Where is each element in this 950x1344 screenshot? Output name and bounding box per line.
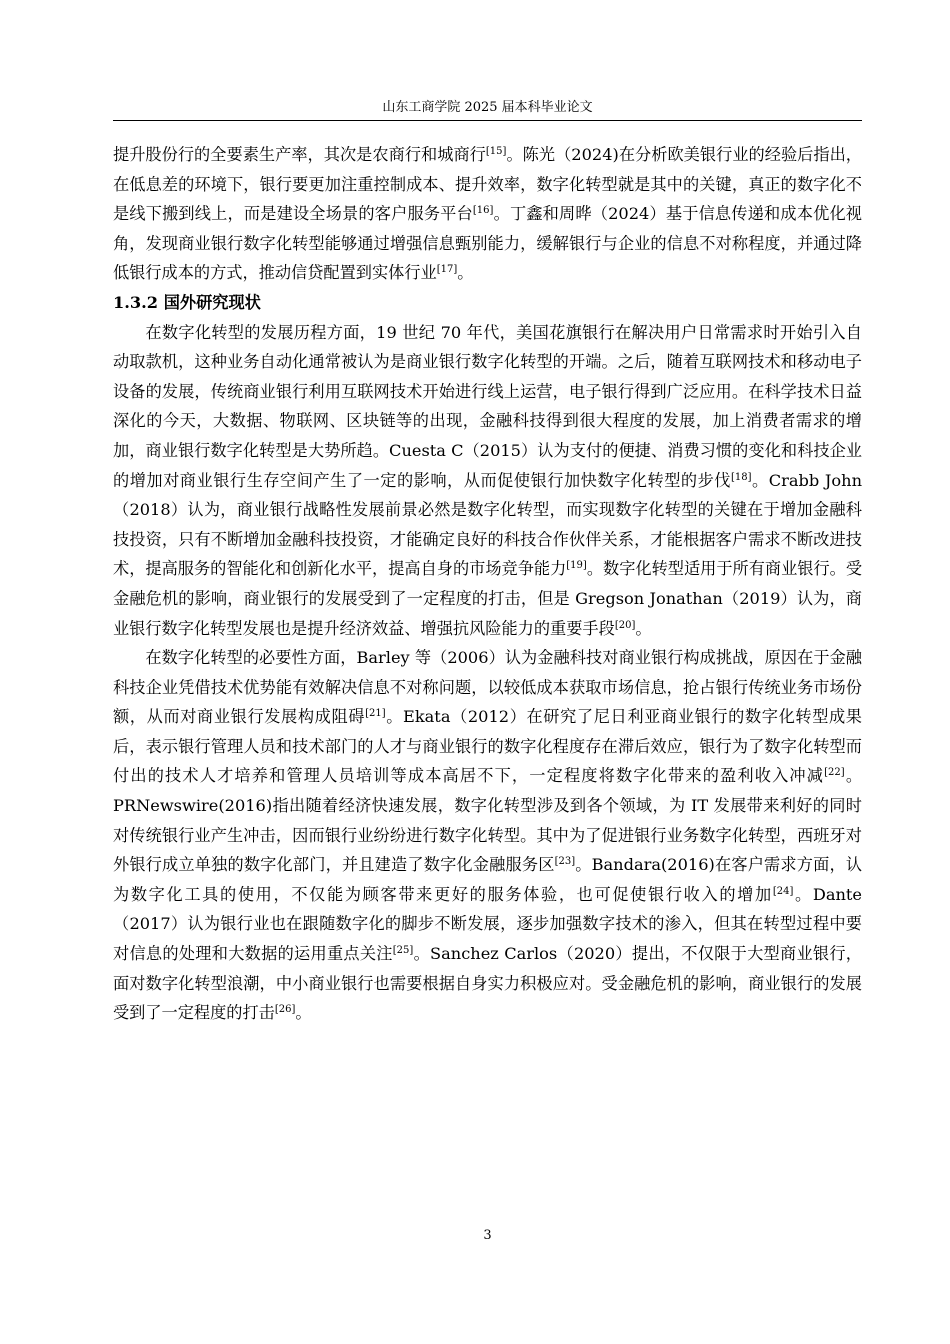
text-run: 。 (295, 1003, 312, 1023)
text-run: 在数字化转型的发展历程方面，19 世纪 70 年代，美国花旗银行在解决用户日常需求时开始引入自动取款机，这种业务自动化通常被认为是商业银行数字化转型的开端。之后，随着互联网技术和移动电子设备的发展，传统商业银行利用互联网技术开始进行线上运营，电子银行得到广泛应用。在科学技术日益深化的今天，大数据、物联网、区块链等的出现，金融科技得到很大程度的发展，加上消费者需求的增加，商业银行数字化转型是大势所趋。Cuesta C（2015）认为支付的便捷、消费习惯的变化和科技企业的增加对商业银行生存空间产生了一定的影响，从而促使银行加快数字化转型的步伐 (113, 322, 862, 490)
text-run: 提升股份行的全要素生产率，其次是农商行和城商行 (113, 145, 486, 164)
text-run: 。Dante（2017）认为银行业也在跟随数字化的脚步不断发展，逐步加强数字技术的渗入，但其在转型过程中要对信息的处理和大数据的运用重点关注 (113, 884, 863, 964)
text-run: 。 (635, 618, 652, 638)
citation-ref: [26] (274, 1004, 296, 1016)
text-run: 。Crabb John（2018）认为，商业银行战略性发展前景必然是数字化转型，而实现数字化转型的关键在于增加金融科技投资，只有不断增加金融科技投资，才能确定良好的科技合作伙伴关系，才能根据客户需求不断改进技术，提高服务的智能化和创新化水平，提高自身的市场竞争能力 (113, 470, 862, 579)
text-run: 。数字化转型适用于所有商业银行。受金融危机的影响，商业银行的发展受到了一定程度的打击，但是 Gregson Jonathan（2019）认为，商业银行数字化转型发展也是提升经济效益、增强抗风险能力的重要手段 (113, 559, 863, 638)
text-run: 在数字化转型的必要性方面，Barley 等（2006）认为金融科技对商业银行构成挑战，原因在于金融科技企业凭借技术优势能有效解决信息不对称问题，以较低成本获取市场信息，抢占银行传统业务市场份额，从而对商业银行发展构成阻碍 (113, 648, 862, 727)
citation-ref: [21] (365, 708, 386, 720)
citation-ref: [25] (392, 945, 414, 957)
text-run: 。Bandara(2016)在客户需求方面，认为数字化工具的使用，不仅能为顾客带来更好的服务体验，也可促使银行收入的增加 (113, 855, 863, 904)
running-header: 山东工商学院 2025 届本科毕业论文 (382, 100, 593, 115)
header-rule (113, 120, 862, 121)
text-run: 。陈光（2024)在分析欧美银行业的经验后指出，在低息差的环境下，银行要更加注重控制成本、提升效率，数字化转型就是其中的关键，真正的数字化不是线下搬到线上，而是建设全场景的客户服务平台 (113, 145, 862, 224)
citation-ref: [15] (485, 146, 507, 157)
citation-ref: [20] (614, 619, 636, 631)
citation-ref: [22] (824, 767, 845, 779)
citation-ref: [24] (772, 885, 794, 897)
citation-ref: [17] (436, 264, 458, 276)
body-text (113, 140, 862, 1028)
paragraph-1 (113, 140, 862, 288)
text-run: 。丁鑫和周晔（2024）基于信息传递和成本优化视角，发现商业银行数字化转型能够通过增强信息甄别能力，缓解银行与企业的信息不对称程度，并通过降低银行成本的方式，推动信贷配置到实体行业 (113, 204, 862, 283)
citation-ref: [19] (566, 560, 587, 572)
citation-ref: [23] (554, 856, 576, 868)
text-run: 。PRNewswire(2016)指出随着经济快速发展，数字化转型涉及到各个领域，为 IT 发展带来利好的同时对传统银行业产生冲击，因而银行业纷纷进行数字化转型。其中为了促进银行业务数字化转型，西班牙对外银行成立单独的数字化部门，并且建造了数字化金融服务区 (113, 766, 863, 875)
text-run: 。Ekata（2012）在研究了尼日利亚商业银行的数字化转型成果后，表示银行管理人员和技术部门的人才与商业银行的数字化程度存在滞后效应，银行为了数字化转型而付出的技术人才培养和管理人员培训等成本高居不下，一定程度将数字化带来的盈利收入冲减 (113, 707, 862, 786)
citation-ref: [16] (472, 205, 494, 217)
paragraph-3 (113, 643, 862, 1028)
text-run: 。 (457, 263, 474, 283)
paragraph-2 (113, 318, 862, 644)
text-run: 。Sanchez Carlos（2020）提出，不仅限于大型商业银行，面对数字化转型浪潮，中小商业银行也需要根据自身实力积极应对。受金融危机的影响，商业银行的发展受到了一定程度的打击 (113, 944, 862, 1023)
citation-ref: [18] (731, 471, 752, 483)
page-number: 3 (483, 1228, 492, 1243)
section-heading: 1.3.2 国外研究现状 (113, 292, 261, 312)
